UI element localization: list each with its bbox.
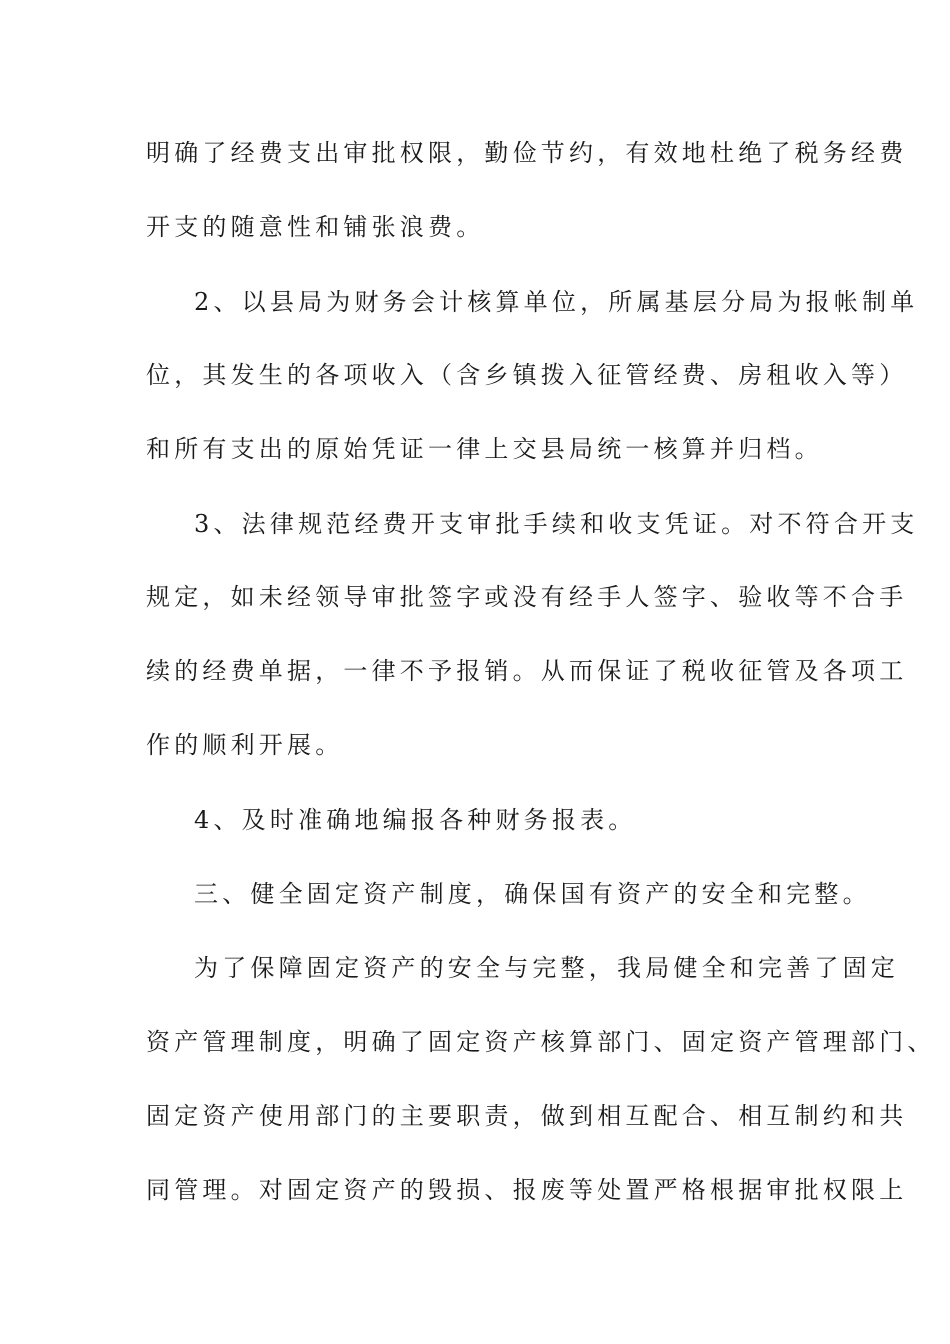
- text-line-7: 规定，如未经领导审批签字或没有经手人签字、验收等不合手: [146, 583, 908, 611]
- text-line-15: 同管理。对固定资产的毁损、报废等处置严格根据审批权限上: [146, 1176, 908, 1204]
- text-line-6: 3、法律规范经费开支审批手续和收支凭证。对不符合开支: [194, 510, 919, 538]
- text-line-4: 位，其发生的各项收入（含乡镇拨入征管经费、房租收入等）: [146, 361, 908, 389]
- text-line-3: 2、以县局为财务会计核算单位，所属基层分局为报帐制单: [194, 288, 919, 316]
- text-line-12: 为了保障固定资产的安全与完整，我局健全和完善了固定: [194, 954, 899, 982]
- text-line-10: 4、及时准确地编报各种财务报表。: [194, 806, 637, 834]
- text-line-5: 和所有支出的原始凭证一律上交县局统一核算并归档。: [146, 435, 823, 463]
- text-line-13: 资产管理制度，明确了固定资产核算部门、固定资产管理部门、: [146, 1028, 936, 1056]
- text-line-1: 明确了经费支出审批权限，勤俭节约，有效地杜绝了税务经费: [146, 139, 908, 167]
- text-line-9: 作的顺利开展。: [146, 731, 344, 759]
- text-line-11: 三、健全固定资产制度，确保国有资产的安全和完整。: [194, 880, 871, 908]
- text-line-8: 续的经费单据，一律不予报销。从而保证了税收征管及各项工: [146, 657, 908, 685]
- text-line-14: 固定资产使用部门的主要职责，做到相互配合、相互制约和共: [146, 1102, 908, 1130]
- text-line-2: 开支的随意性和铺张浪费。: [146, 213, 485, 241]
